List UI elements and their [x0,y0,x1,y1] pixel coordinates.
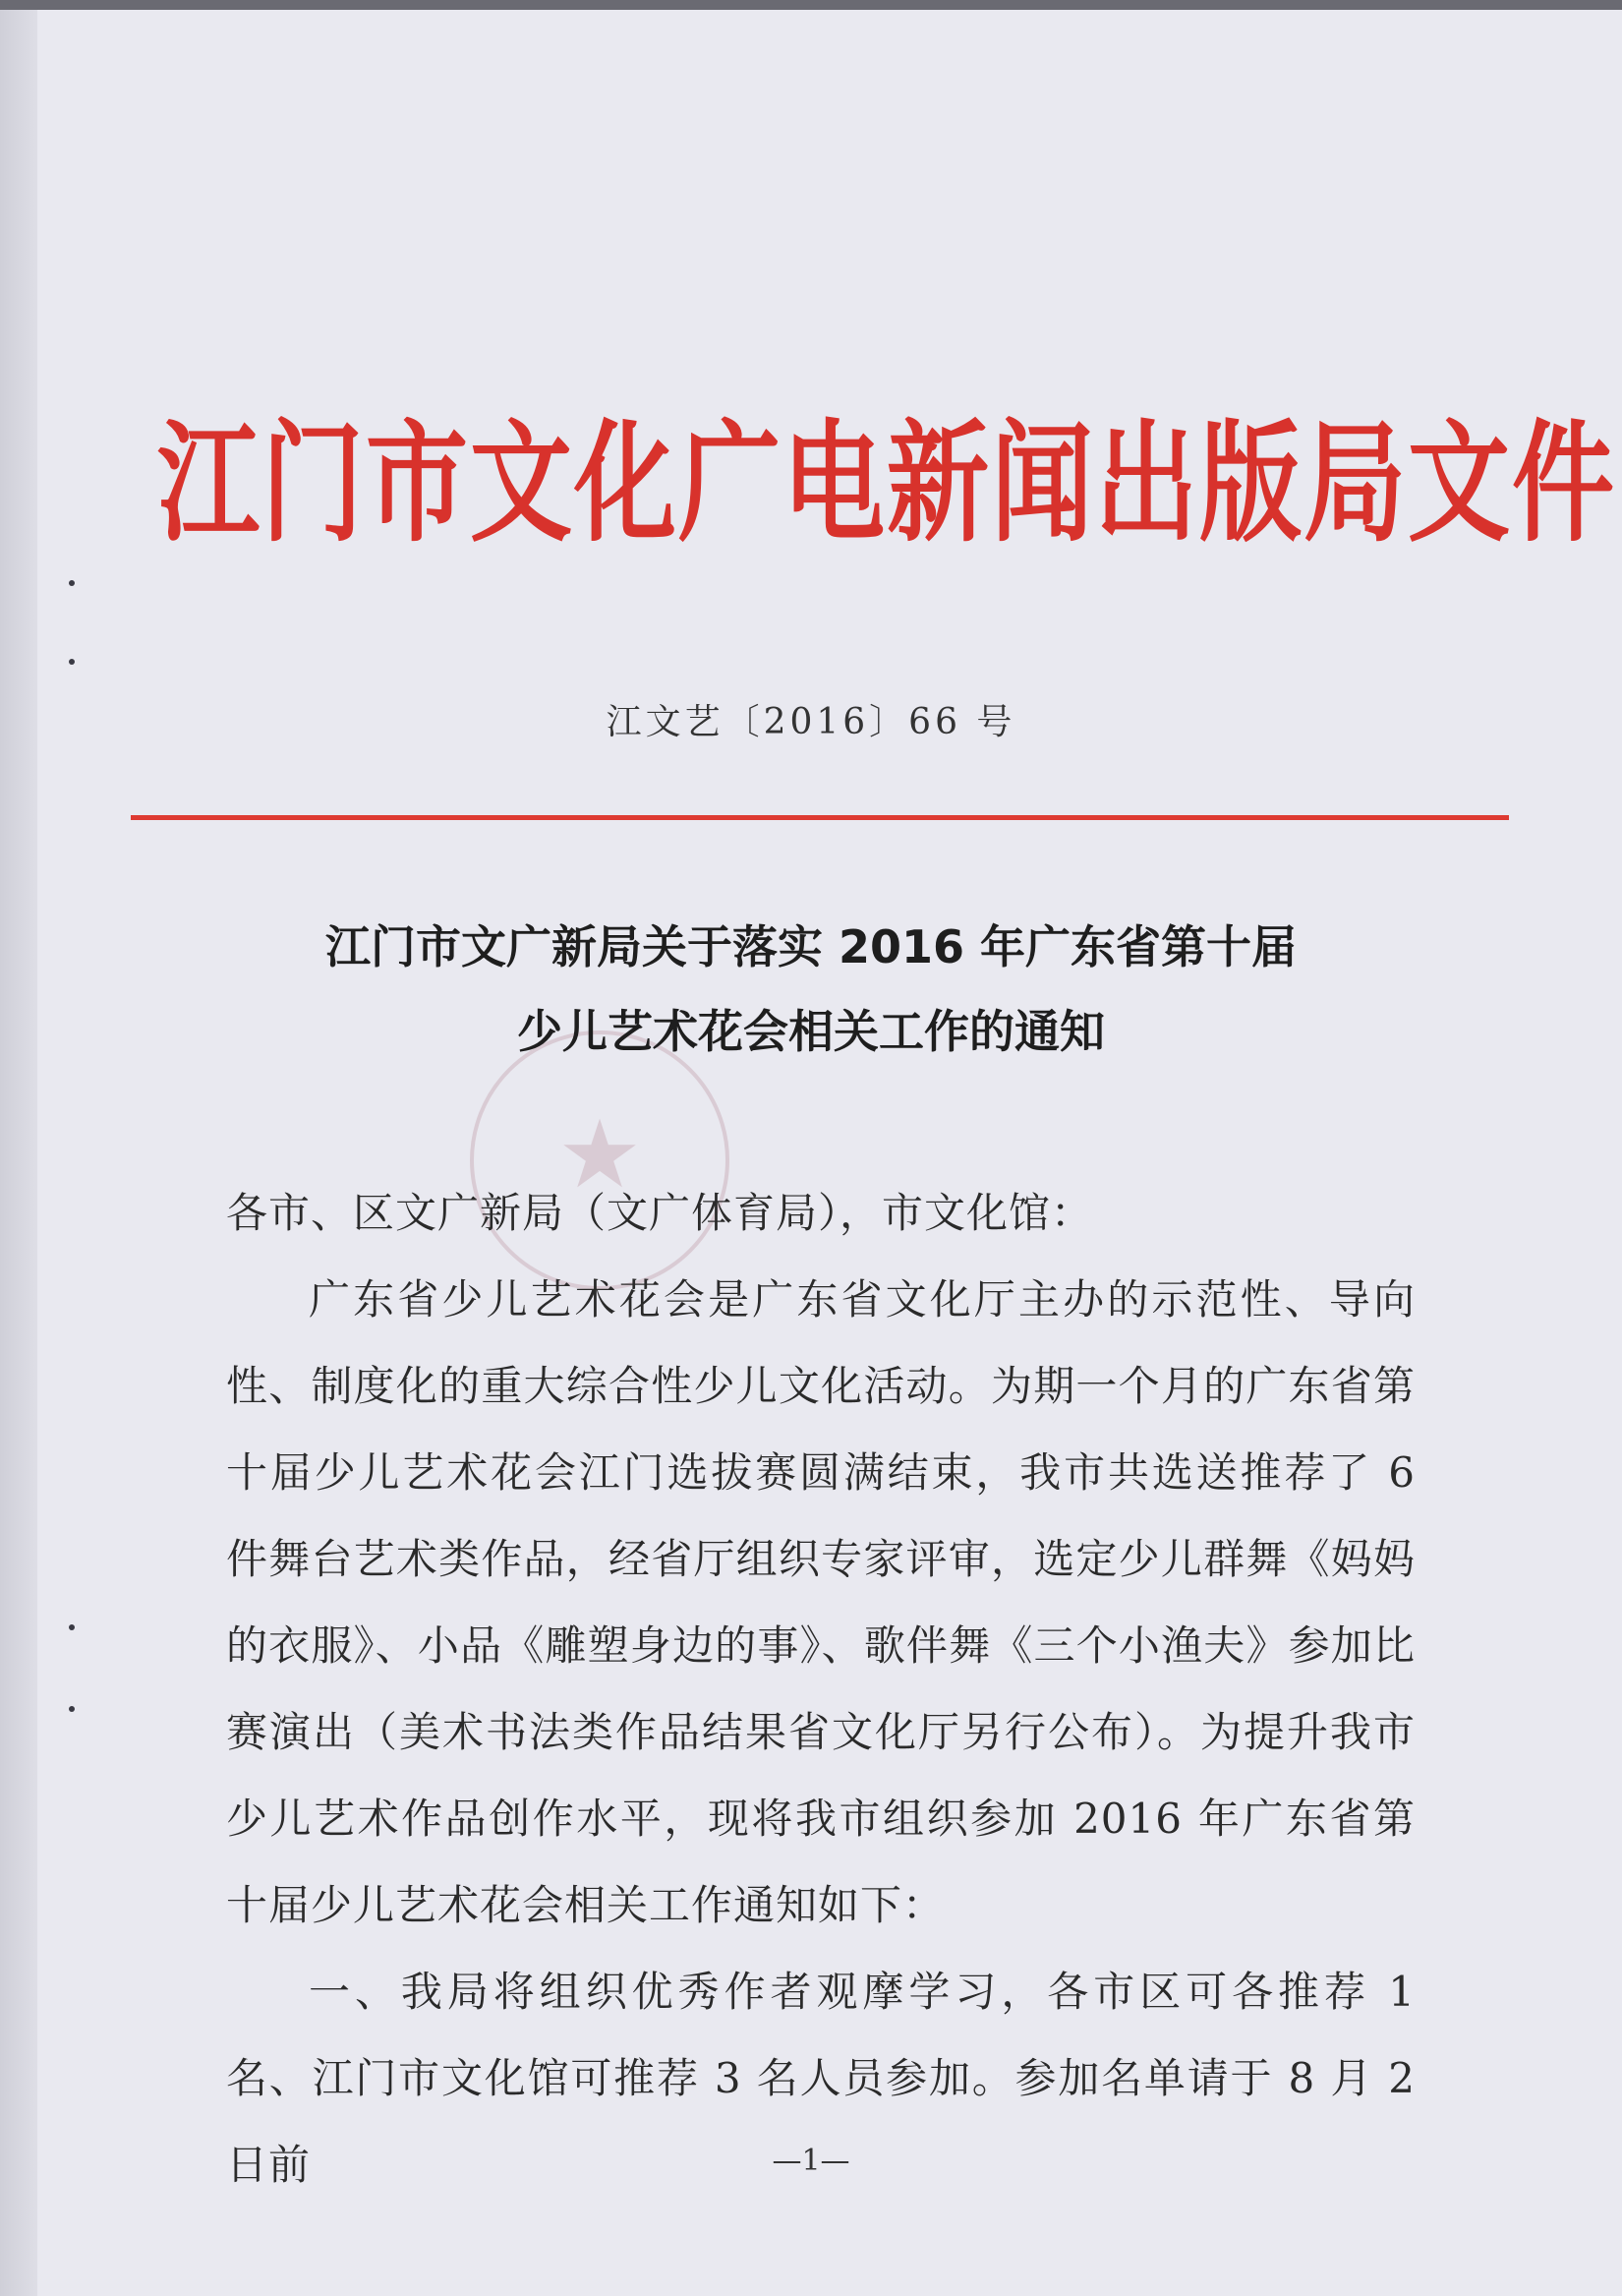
scan-left-edge [0,10,37,2296]
salutation: 各市、区文广新局（文广体育局），市文化馆： [226,1189,1094,1237]
body-content [226,1257,1416,2208]
red-separator-line [131,815,1509,820]
issuing-authority-title: 江门市文化广电新闻出版局文件 [157,406,1617,560]
body-paragraph-2: 一、我局将组织优秀作者观摩学习，各市区可各推荐 1 名、江门市文化馆可推荐 3 名人员参加。参加名单请于 8 月 2 日前 [226,1968,1416,2189]
page-number: —1— [772,2144,850,2178]
binding-hole [69,659,75,665]
binding-hole [69,1624,75,1630]
binding-hole [69,1706,75,1712]
body-paragraph-1: 广东省少儿艺术花会是广东省文化厅主办的示范性、导向性、制度化的重大综合性少儿文化活动。为期一个月的广东省第十届少儿艺术花会江门选拔赛圆满结束，我市共选送推荐了 6 件舞台艺术类作品，经省厅组织专家评审，选定少儿群舞《妈妈的衣服》、小品《雕塑身边的事》、歌伴舞《三个小渔夫》参加比赛演出（美术书法类作品结果省文化厅另行公布）。为提升我市少儿艺术作品创作水平，现将我市组织参加 2016 年广东省第十届少儿艺术花会相关工作通知如下： [226,1275,1416,1929]
binding-hole [69,580,75,586]
notice-title-line-1: 江门市文广新局关于落实 2016 年广东省第十届 [324,920,1298,973]
notice-title-line-2: 少儿艺术花会相关工作的通知 [517,1005,1105,1058]
document-number: 江文艺〔2016〕66 号 [606,702,1016,742]
seal-star-icon: ★ [556,1099,643,1209]
scan-top-edge [0,0,1622,10]
